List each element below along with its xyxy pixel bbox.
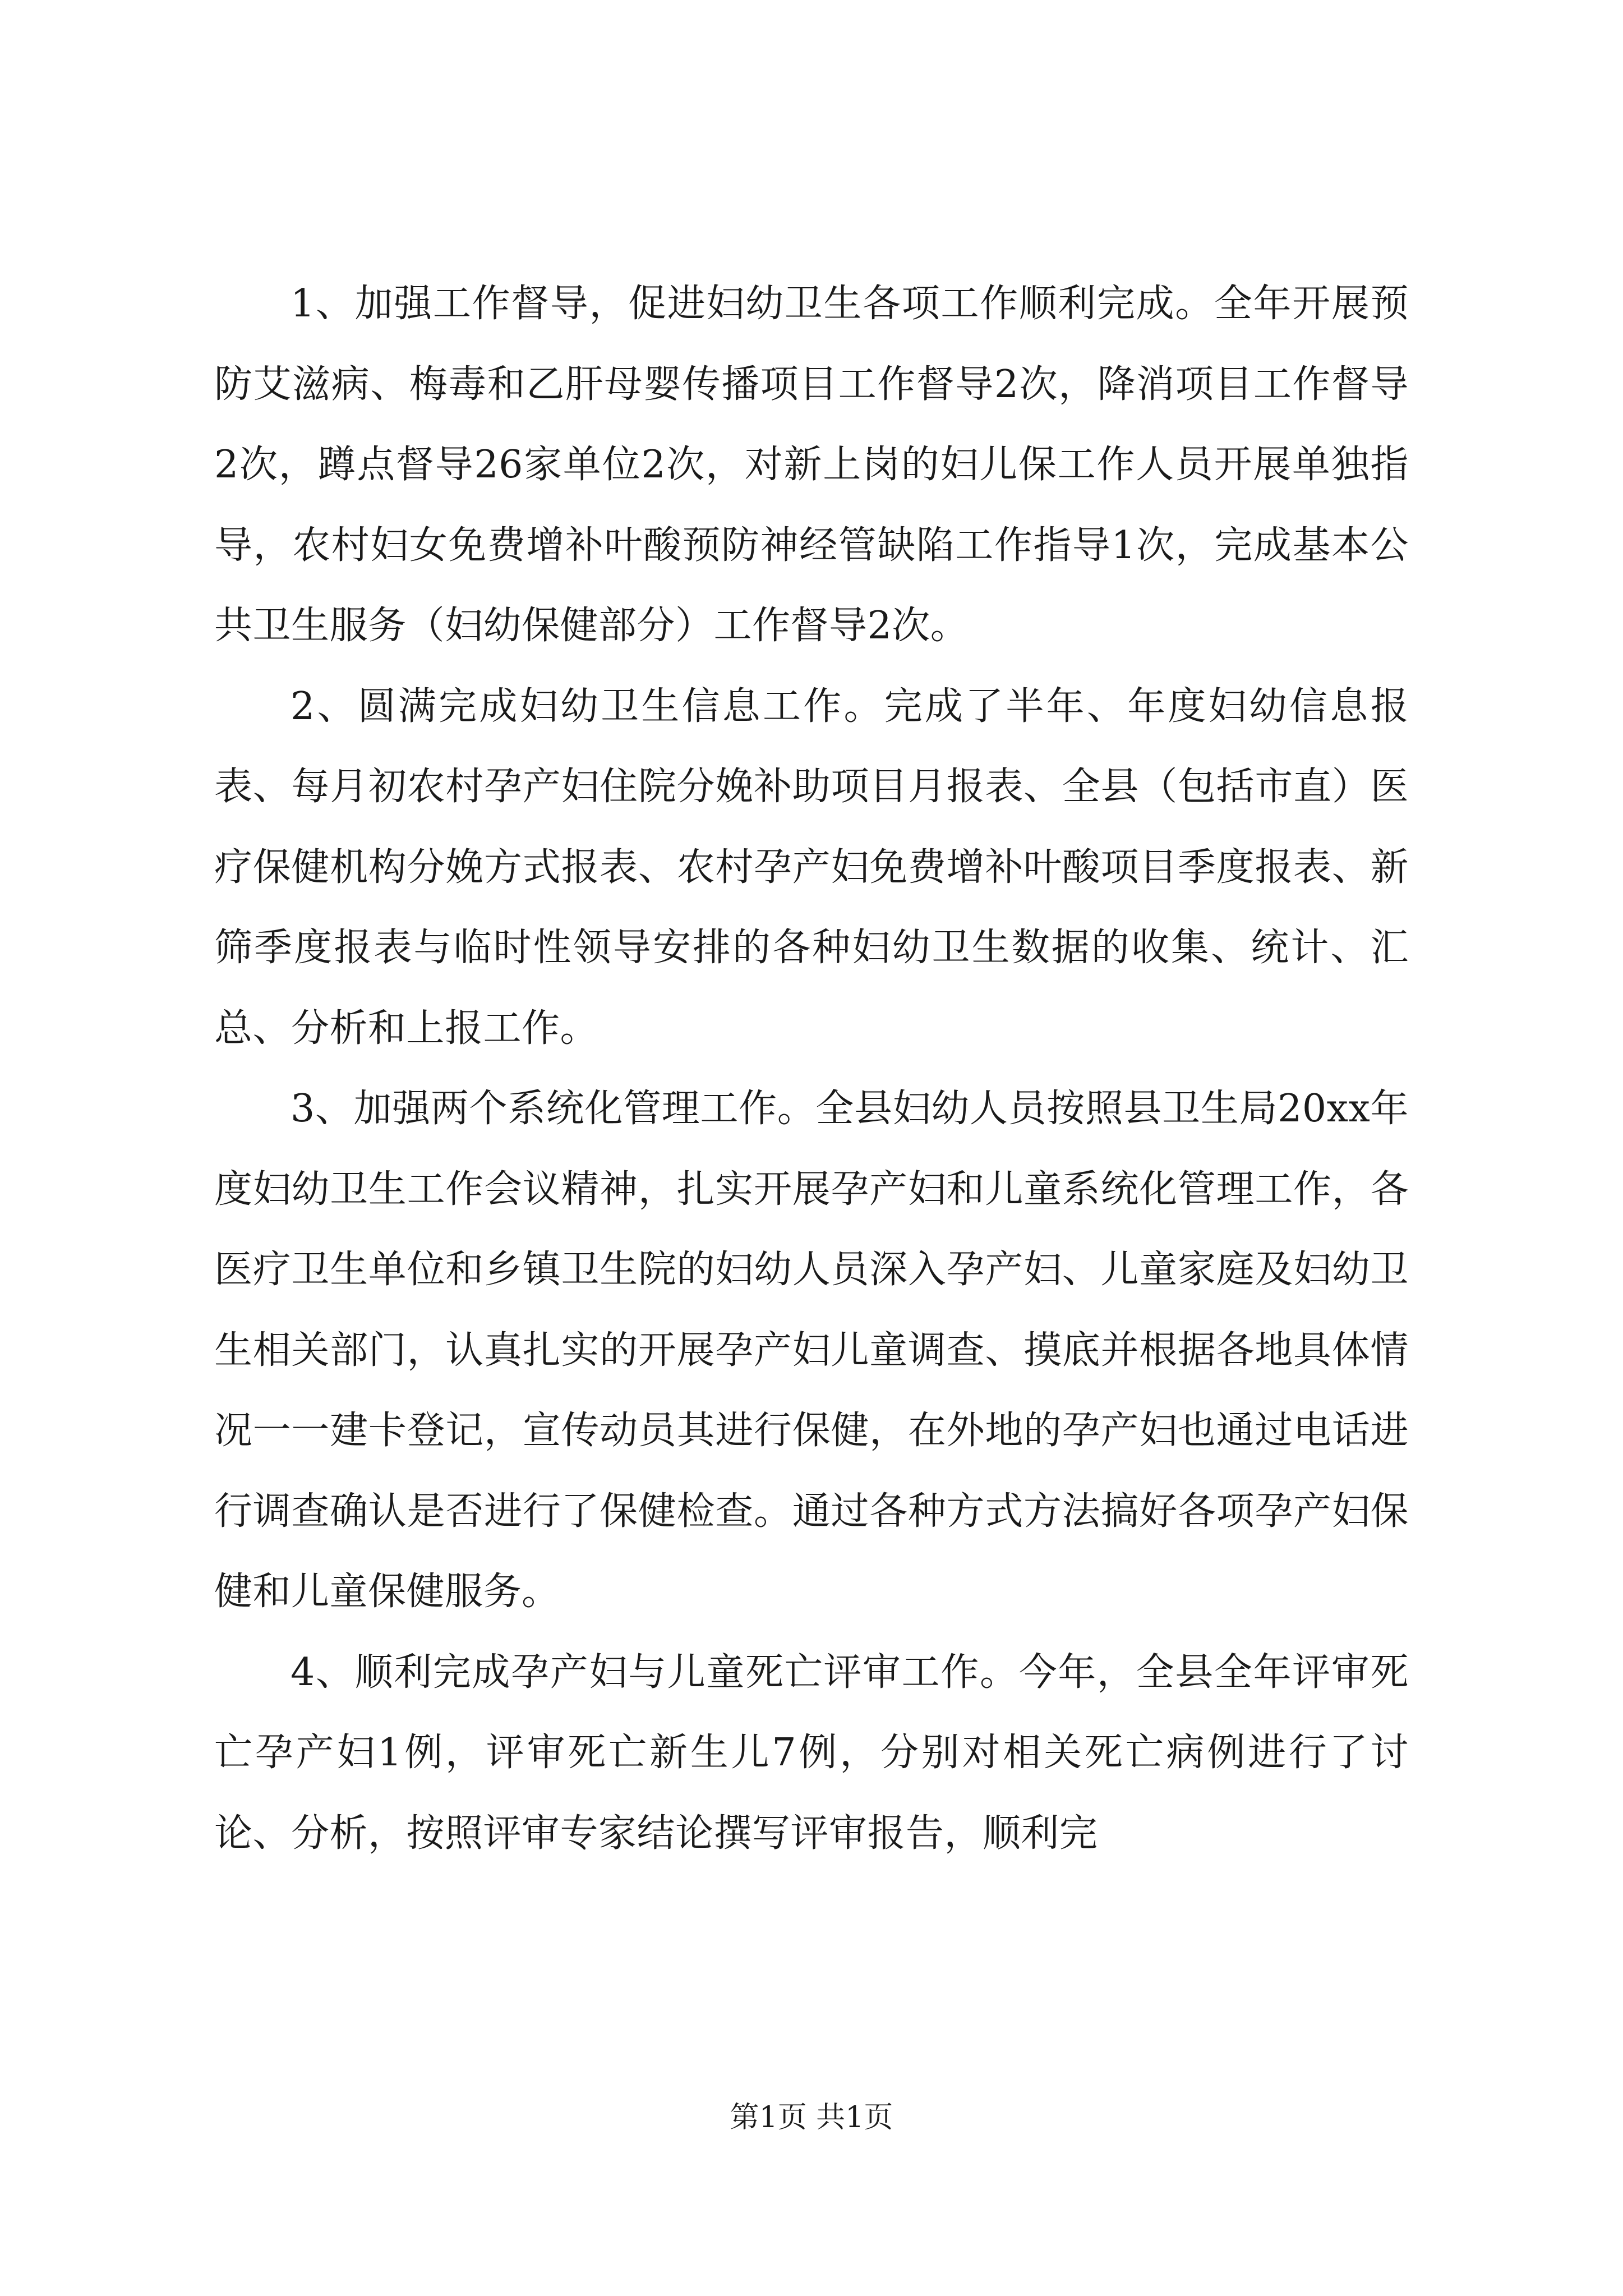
paragraph-3: 3、加强两个系统化管理工作。全县妇幼人员按照县卫生局20xx年度妇幼卫生工作会议精神，扎实开展孕产妇和儿童系统化管理工作，各医疗卫生单位和乡镇卫生院的妇幼人员深入孕产妇、儿童家庭及妇幼卫生相关部门，认真扎实的开展孕产妇儿童调查、摸底并根据各地具体情况一一建卡登记，宣传动员其进行保健，在外地的孕产妇也通过电话进行调查确认是否进行了保健检查。通过各种方式方法搞好各项孕产妇保健和儿童保健服务。	[214, 1087, 1409, 1614]
paragraph-2: 2、圆满完成妇幼卫生信息工作。完成了半年、年度妇幼信息报表、每月初农村孕产妇住院分娩补助项目月报表、全县（包括市直）医疗保健机构分娩方式报表、农村孕产妇免费增补叶酸项目季度报表、新筛季度报表与临时性领导安排的各种妇幼卫生数据的收集、统计、汇总、分析和上报工作。	[214, 684, 1409, 1051]
document-body	[214, 264, 1409, 1874]
paragraph-1: 1、加强工作督导，促进妇幼卫生各项工作顺利完成。全年开展预防艾滋病、梅毒和乙肝母婴传播项目工作督导2次，降消项目工作督导2次，蹲点督导26家单位2次，对新上岗的妇儿保工作人员开展单独指导，农村妇女免费增补叶酸预防神经管缺陷工作指导1次，完成基本公共卫生服务（妇幼保健部分）工作督导2次。	[214, 282, 1409, 648]
paragraph-4: 4、顺利完成孕产妇与儿童死亡评审工作。今年，全县全年评审死亡孕产妇1例，评审死亡新生儿7例，分别对相关死亡病例进行了讨论、分析，按照评审专家结论撰写评审报告，顺利完	[214, 1650, 1409, 1856]
page-footer: 第1页 共1页	[730, 2101, 893, 2134]
